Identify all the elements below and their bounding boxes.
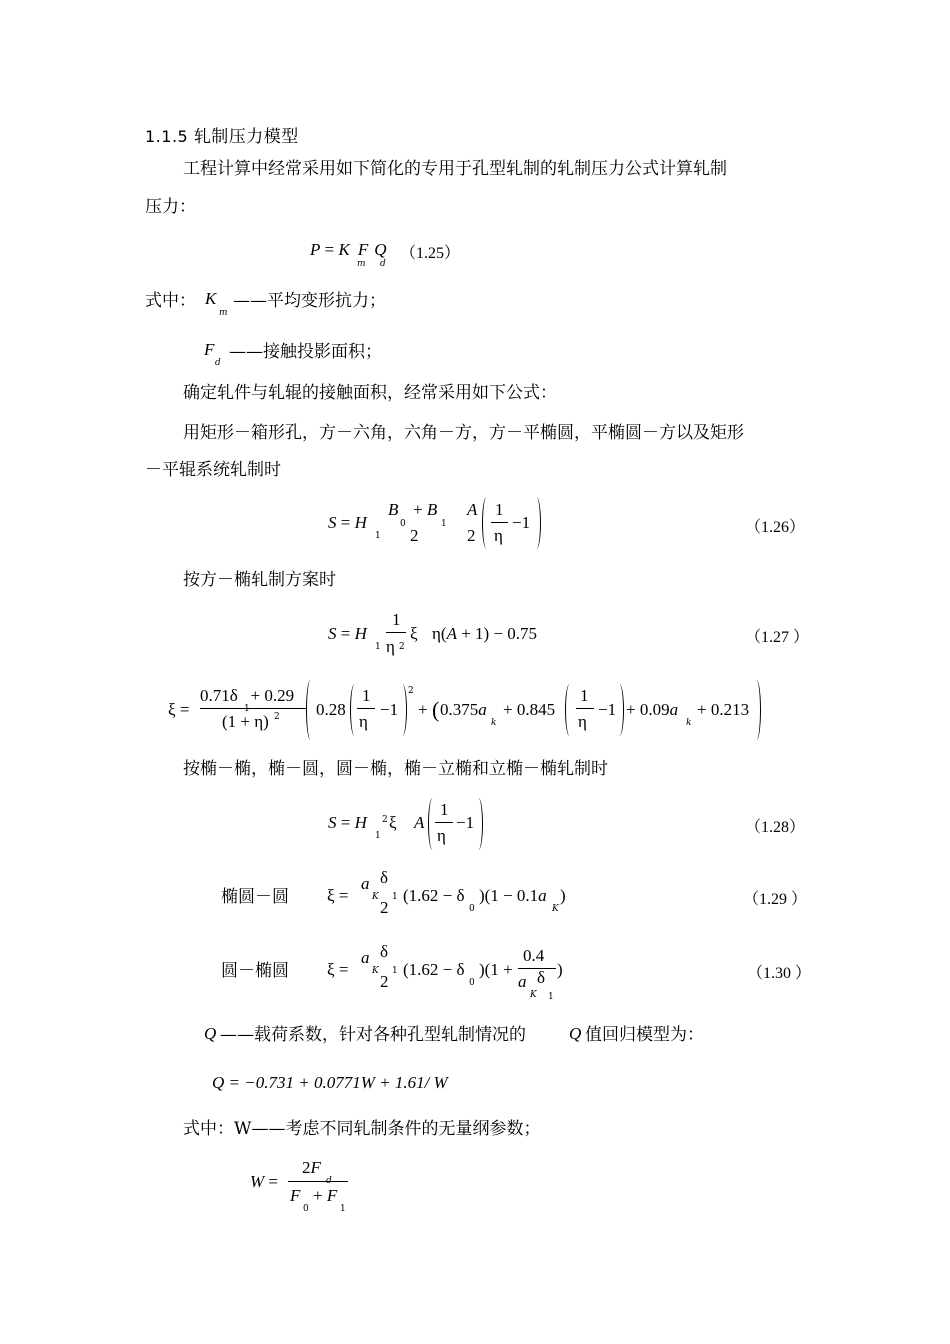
case1-line-1: 用矩形－箱形孔，方－六角，六角－方，方－平椭圆，平椭圆－方以及矩形 <box>183 423 744 443</box>
q-symbol: Q <box>204 1024 217 1043</box>
where-label: 式中： <box>145 291 196 311</box>
case3-text: 按椭－椭，椭－圆，圆－椭，椭－立椭和立椭－椭轧制时 <box>183 759 608 779</box>
case2-text: 按方－椭轧制方案时 <box>183 570 336 590</box>
contact-area-text: 确定轧件与轧辊的接触面积，经常采用如下公式： <box>183 383 557 403</box>
intro-line-2: 压力： <box>145 197 196 217</box>
eq-number-1-28: （1.28） <box>745 819 806 836</box>
q-symbol-2: Q <box>569 1024 582 1043</box>
intro-line-1: 工程计算中经常采用如下简化的专用于孔型轧制的轧制压力公式计算轧制 <box>183 159 727 179</box>
q-regression-formula: Q = −0.731 + 0.0771W + 1.61/ W <box>212 1073 448 1092</box>
fd-description: ——接触投影面积； <box>229 342 382 362</box>
q-description-b: 值回归模型为： <box>585 1025 704 1045</box>
km-symbol: K <box>205 289 217 308</box>
km-description: ——平均变形抗力； <box>233 291 386 311</box>
oval-round-label: 椭圆－圆 <box>221 887 289 907</box>
eq-number-1-29: （1.29 ） <box>743 891 808 908</box>
q-description-a: ——载荷系数，针对各种孔型轧制情况的 <box>220 1025 526 1045</box>
fd-symbol: F <box>204 340 215 359</box>
eq-number-1-25: （1.25） <box>400 245 461 262</box>
eq-number-1-30: （1.30 ） <box>747 965 812 982</box>
eq-number-1-26: （1.26） <box>745 519 806 536</box>
section-title: 轧制压力模型 <box>193 127 299 147</box>
case1-line-2: －平辊系统轧制时 <box>145 460 281 480</box>
equation-1-25: P = K F Q <box>310 240 387 259</box>
eq-number-1-27: （1.27 ） <box>745 629 810 646</box>
section-number: 1.1.5 <box>145 127 189 146</box>
section-heading <box>145 122 299 147</box>
w-description: 式中：W——考虑不同轧制条件的无量纲参数； <box>183 1119 541 1139</box>
round-oval-label: 圆－椭圆 <box>221 961 289 981</box>
